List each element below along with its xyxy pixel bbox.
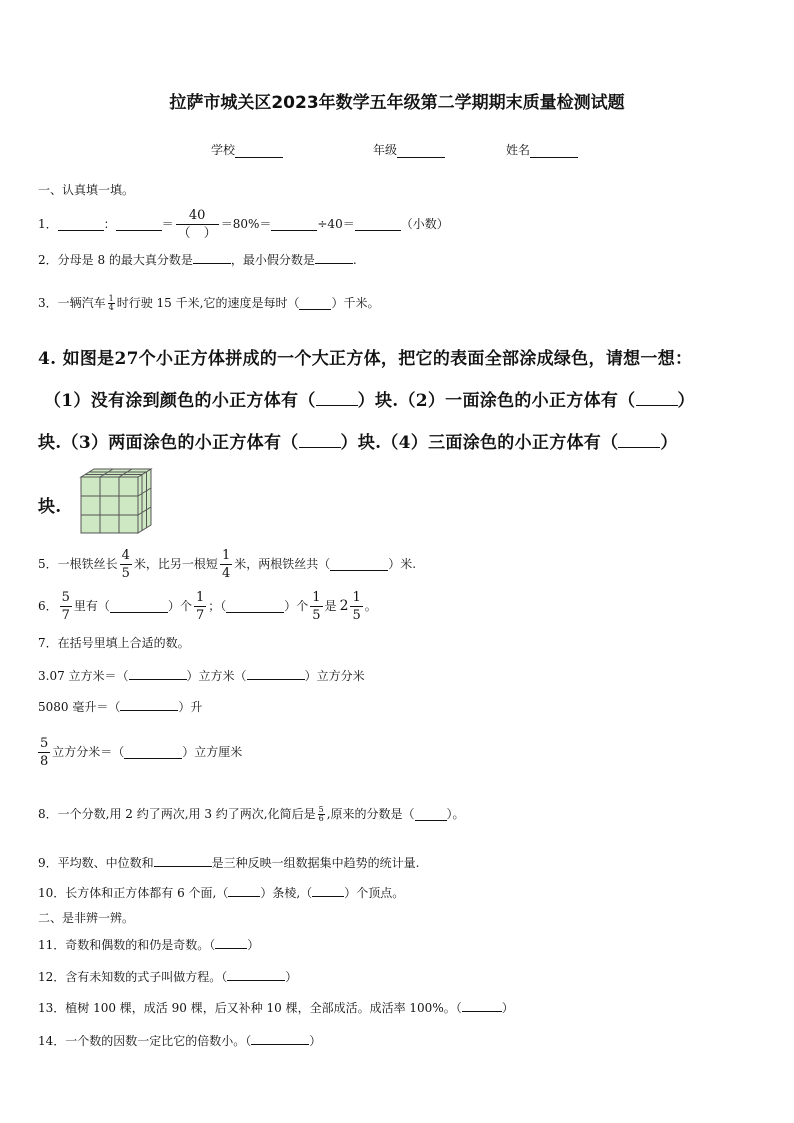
- q1-colon: ：: [103, 217, 116, 231]
- q5-fraction-2: [220, 549, 232, 580]
- q3-text-a: 3．一辆汽车: [38, 296, 106, 310]
- q10-text-a: 10．长方体和正方体都有 6 个面,（: [38, 886, 229, 900]
- q5-blank[interactable]: [330, 557, 388, 571]
- q8-fraction: [318, 806, 325, 823]
- q8-text-c: ）。: [446, 807, 465, 821]
- q3-text-b: 时行驶 15 千米,它的速度是每时（: [116, 296, 300, 310]
- q7-l1-text-c: ）立方分米: [304, 669, 365, 683]
- q4-line-4: 块.: [38, 497, 62, 517]
- q12-text-a: 12．含有未知数的式子叫做方程。（: [38, 970, 228, 984]
- q1-blank-1[interactable]: [58, 217, 104, 231]
- question-11: [38, 936, 259, 953]
- q1-blank-2[interactable]: [116, 217, 162, 231]
- question-1: [38, 206, 449, 242]
- q12-blank[interactable]: [227, 967, 285, 981]
- q7-title: 7．在括号里填上合适的数。: [38, 636, 190, 650]
- q10-text-b: ）条棱,（: [260, 886, 313, 900]
- q6-f1-numerator: 5: [61, 589, 70, 605]
- q7-blank-1[interactable]: [129, 666, 187, 680]
- q7-l3-text-a: 立方分米＝（: [52, 745, 125, 759]
- school-label: 学校: [211, 143, 236, 157]
- name-label: 姓名: [506, 143, 531, 157]
- q1-fraction-numerator: 40: [188, 207, 206, 223]
- name-blank[interactable]: [530, 145, 578, 158]
- q11-text-a: 11．奇数和偶数的和仍是奇数。（: [38, 938, 216, 952]
- q6-f2-denominator: 7: [195, 607, 205, 623]
- q6-text-f: 是: [324, 599, 337, 613]
- q5-text-b: 米，比另一根短: [133, 557, 218, 571]
- q7-l2-text-b: ）升: [178, 700, 203, 714]
- q10-text-c: ）个顶点。: [344, 886, 405, 900]
- q7-l1-text-a: 3.07 立方米＝（: [38, 669, 129, 683]
- page-title: 拉萨市城关区2023年数学五年级第二学期期末质量检测试题: [169, 93, 625, 113]
- q6-text-d: ；（: [208, 599, 227, 613]
- q13-text-a: 13．植树 100 棵，成活 90 棵，后又补种 10 棵，全部成活。成活率 100%。（: [38, 1001, 462, 1015]
- q4-blank-3[interactable]: [299, 434, 341, 448]
- q7-blank-4[interactable]: [124, 745, 182, 759]
- q7-line-3: [36, 733, 242, 771]
- q8-fraction-numerator: 5: [318, 804, 324, 814]
- q12-text-b: ）: [285, 970, 298, 984]
- q5-f2-denominator: 4: [221, 565, 231, 581]
- q14-blank[interactable]: [251, 1031, 309, 1045]
- q6-fraction-4: [350, 591, 362, 622]
- q2-blank-2[interactable]: [315, 250, 353, 264]
- q7-line-2: [38, 697, 202, 715]
- q6-f4-numerator: 1: [352, 589, 361, 605]
- q11-text-b: ）: [247, 938, 260, 952]
- name-field: [506, 141, 578, 158]
- q5-f1-denominator: 5: [121, 565, 130, 581]
- q4-line-2: [44, 386, 695, 411]
- q4-text-2a: （1）没有涂到颜色的小正方体有（: [44, 391, 316, 411]
- question-8: [38, 802, 465, 826]
- q14-text-a: 14．一个数的因数一定比它的倍数小。（: [38, 1034, 252, 1048]
- q5-f2-numerator: 1: [221, 547, 231, 563]
- q7-l2-text-a: 5080 毫升＝（: [38, 700, 121, 714]
- q13-text-b: ）: [501, 1001, 514, 1015]
- q7-l3-text-b: ）立方厘米: [182, 745, 243, 759]
- q2-blank-1[interactable]: [193, 250, 231, 264]
- q5-text-d: ）米.: [388, 557, 417, 571]
- q9-blank[interactable]: [154, 853, 212, 867]
- q4-text-2b: ）块.（2）一面涂色的小正方体有（: [357, 391, 636, 411]
- question-2: [38, 250, 357, 268]
- question-9: [38, 853, 419, 871]
- q1-blank-4[interactable]: [355, 217, 401, 231]
- q3-fraction-numerator: 1: [108, 293, 114, 303]
- q7-blank-3[interactable]: [120, 697, 178, 711]
- q6-f4-denominator: 5: [352, 607, 361, 623]
- q6-text-h: 。: [364, 599, 377, 613]
- q4-blank-1[interactable]: [316, 392, 358, 406]
- q7-l1-text-b: ）立方米（: [186, 669, 247, 683]
- q8-blank[interactable]: [415, 808, 447, 821]
- q14-text-b: ）: [309, 1034, 322, 1048]
- q4-text-3b: ）块.（4）三面涂色的小正方体有（: [340, 433, 619, 453]
- q6-f3-numerator: 1: [312, 589, 321, 605]
- q5-fraction-1: [120, 549, 132, 580]
- section-1-heading: 一、认真填一填。: [38, 183, 135, 197]
- q7-fraction: [38, 737, 50, 768]
- q1-blank-3[interactable]: [271, 217, 317, 231]
- q4-line-1: 4. 如图是27个小正方体拼成的一个大正方体，把它的表面全部涂成绿色，请想一想：: [38, 349, 693, 369]
- q6-text-b: 里有（: [73, 599, 110, 613]
- q6-number: 6．: [38, 599, 58, 613]
- q6-f2-numerator: 1: [195, 589, 205, 605]
- question-5: [38, 546, 416, 582]
- q3-fraction: [108, 295, 115, 312]
- q5-text-a: 5．一根铁丝长: [38, 557, 118, 571]
- q1-equals: ＝: [161, 217, 174, 231]
- q5-f1-numerator: 4: [121, 547, 130, 563]
- q1-fraction-denominator[interactable]: （ ）: [177, 225, 217, 241]
- question-6: [38, 587, 377, 625]
- q8-text-b: ,原来的分数是（: [326, 807, 415, 821]
- q4-blank-2[interactable]: [636, 392, 678, 406]
- q5-text-c: 米，两根铁丝共（: [234, 557, 331, 571]
- q3-fraction-denominator: 4: [108, 302, 114, 312]
- q6-fraction-3: [310, 591, 322, 622]
- question-10: [38, 884, 404, 901]
- question-3: [38, 290, 379, 316]
- q6-blank-2[interactable]: [226, 599, 284, 613]
- q3-text-c: ）千米。: [331, 296, 380, 310]
- q11-blank[interactable]: [215, 936, 247, 949]
- q6-whole: 2: [339, 598, 349, 614]
- q7-line-1: [38, 666, 365, 684]
- q4-text-3c: ）: [660, 433, 678, 453]
- q6-fraction-2: [194, 591, 206, 622]
- q4-text-3a: 块.（3）两面涂色的小正方体有（: [38, 433, 299, 453]
- q8-fraction-denominator: 6: [318, 813, 324, 823]
- q4-line-3: [38, 428, 678, 453]
- q8-text-a: 8．一个分数,用 2 约了两次,用 3 约了两次,化简后是: [38, 807, 316, 821]
- q3-blank[interactable]: [299, 297, 331, 310]
- q7-blank-2[interactable]: [247, 666, 305, 680]
- q1-number: 1．: [38, 217, 58, 231]
- grade-field: [373, 141, 445, 158]
- q1-division: ÷40＝: [317, 217, 355, 231]
- q7-fraction-denominator: 8: [40, 753, 49, 769]
- q6-f1-denominator: 7: [61, 607, 70, 623]
- q6-text-c: ）个: [167, 599, 192, 613]
- grade-label: 年级: [373, 143, 398, 157]
- school-blank[interactable]: [235, 145, 283, 158]
- q4-blank-4[interactable]: [618, 434, 660, 448]
- school-field: [211, 141, 283, 158]
- q6-text-e: ）个: [284, 599, 309, 613]
- q1-percent: ＝80%＝: [220, 217, 272, 231]
- question-14: [38, 1031, 321, 1049]
- cube-figure: [78, 467, 154, 537]
- q10-blank-1[interactable]: [228, 884, 260, 897]
- q7-fraction-numerator: 5: [40, 735, 49, 751]
- q2-text-a: 2．分母是 8 的最大真分数是: [38, 253, 193, 267]
- q2-text-c: .: [352, 253, 357, 267]
- q4-text-2c: ）: [677, 391, 695, 411]
- q9-text-b: 是三种反映一组数据集中趋势的统计量.: [211, 856, 420, 870]
- q1-fraction: [176, 209, 219, 240]
- q2-text-b: ，最小假分数是: [230, 253, 315, 267]
- q10-blank-2[interactable]: [312, 884, 344, 897]
- question-13: [38, 999, 514, 1016]
- q6-f3-denominator: 5: [312, 607, 321, 623]
- q9-text-a: 9．平均数、中位数和: [38, 856, 154, 870]
- q13-blank[interactable]: [462, 999, 502, 1012]
- q6-blank-1[interactable]: [110, 599, 168, 613]
- q6-fraction-1: [60, 591, 72, 622]
- q1-decimal-label: （小数）: [400, 217, 449, 231]
- question-12: [38, 967, 297, 985]
- grade-blank[interactable]: [397, 145, 445, 158]
- section-2-heading: 二、是非辨一辨。: [38, 911, 135, 925]
